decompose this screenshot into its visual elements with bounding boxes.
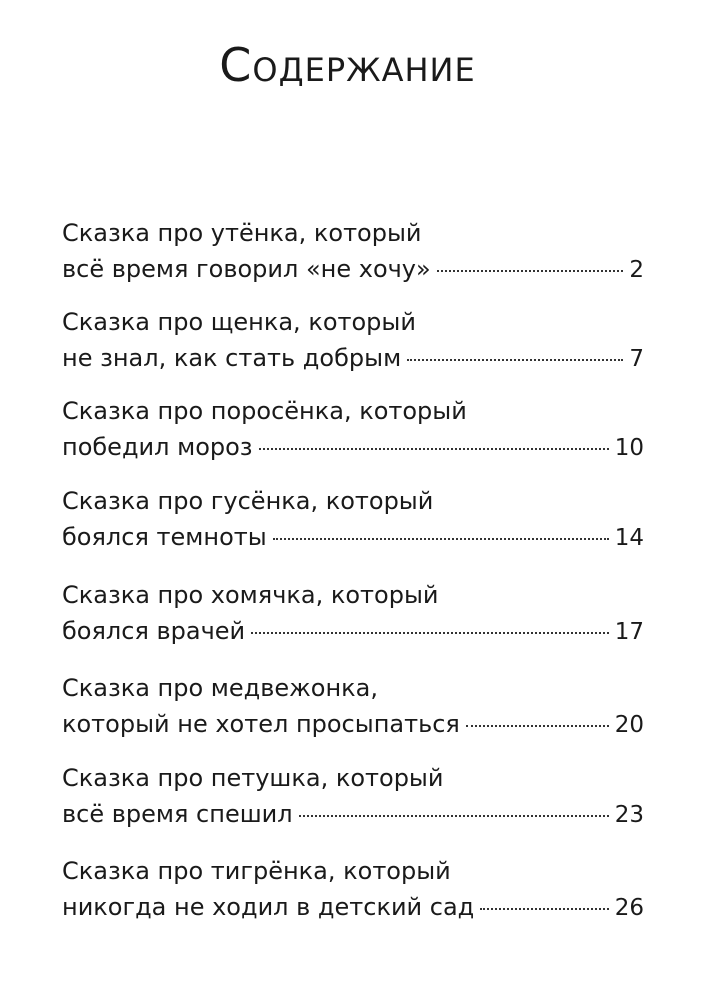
entry-title-line1: Сказка про поросёнка, который <box>62 397 467 425</box>
toc-entry[interactable] <box>62 580 644 660</box>
entry-title-line2-row <box>62 432 644 463</box>
entry-title-line2: не знал, как стать добрым <box>62 344 402 372</box>
entry-title-line2: боялся врачей <box>62 617 246 645</box>
entry-title-line2: всё время говорил «не хочу» <box>62 255 431 283</box>
entry-page-number: 10 <box>614 435 644 461</box>
entry-title-line1: Сказка про гусёнка, который <box>62 487 434 515</box>
entry-title-line2-row <box>62 616 644 647</box>
toc-entry[interactable] <box>62 218 644 298</box>
dot-leader <box>251 632 609 634</box>
dot-leader <box>259 448 609 450</box>
entry-title-line2-row <box>62 709 644 740</box>
page-title: Содержание <box>219 38 476 92</box>
entry-page-number: 17 <box>614 619 644 645</box>
entry-title-line1: Сказка про петушка, который <box>62 764 444 792</box>
dot-leader <box>407 359 623 361</box>
toc-entry[interactable] <box>62 763 644 843</box>
entry-title-line1: Сказка про щенка, который <box>62 308 416 336</box>
entry-title-line2-row <box>62 343 644 374</box>
entry-page-number: 26 <box>614 895 644 921</box>
entry-page-number: 23 <box>614 802 644 828</box>
entry-title-line1: Сказка про тигрёнка, который <box>62 857 451 885</box>
entry-title-line1: Сказка про медвежонка, <box>62 674 378 702</box>
entry-page-number: 7 <box>629 346 644 372</box>
entry-page-number: 14 <box>614 525 644 551</box>
toc-entry[interactable] <box>62 856 644 936</box>
entry-title-line2-row <box>62 254 644 285</box>
dot-leader <box>437 270 624 272</box>
dot-leader <box>273 538 609 540</box>
entry-title-line2: боялся темноты <box>62 523 267 551</box>
entry-title-line2-row <box>62 892 644 923</box>
dot-leader <box>480 908 608 910</box>
entry-title-line1: Сказка про хомячка, который <box>62 581 439 609</box>
entry-title-line2-row <box>62 799 644 830</box>
entry-title-line2: никогда не ходил в детский сад <box>62 893 475 921</box>
toc-entry[interactable] <box>62 673 644 753</box>
toc-entry[interactable] <box>62 396 644 476</box>
dot-leader <box>299 815 609 817</box>
entry-page-number: 2 <box>629 257 644 283</box>
entry-title-line2: всё время спешил <box>62 800 293 828</box>
entry-title-line2: который не хотел просыпаться <box>62 710 460 738</box>
dot-leader <box>466 725 609 727</box>
toc-entry[interactable] <box>62 486 644 566</box>
entry-title-line2-row <box>62 522 644 553</box>
entry-title-line2: победил мороз <box>62 433 253 461</box>
entry-title-line1: Сказка про утёнка, который <box>62 219 422 247</box>
entry-page-number: 20 <box>614 712 644 738</box>
toc-entry[interactable] <box>62 307 644 387</box>
